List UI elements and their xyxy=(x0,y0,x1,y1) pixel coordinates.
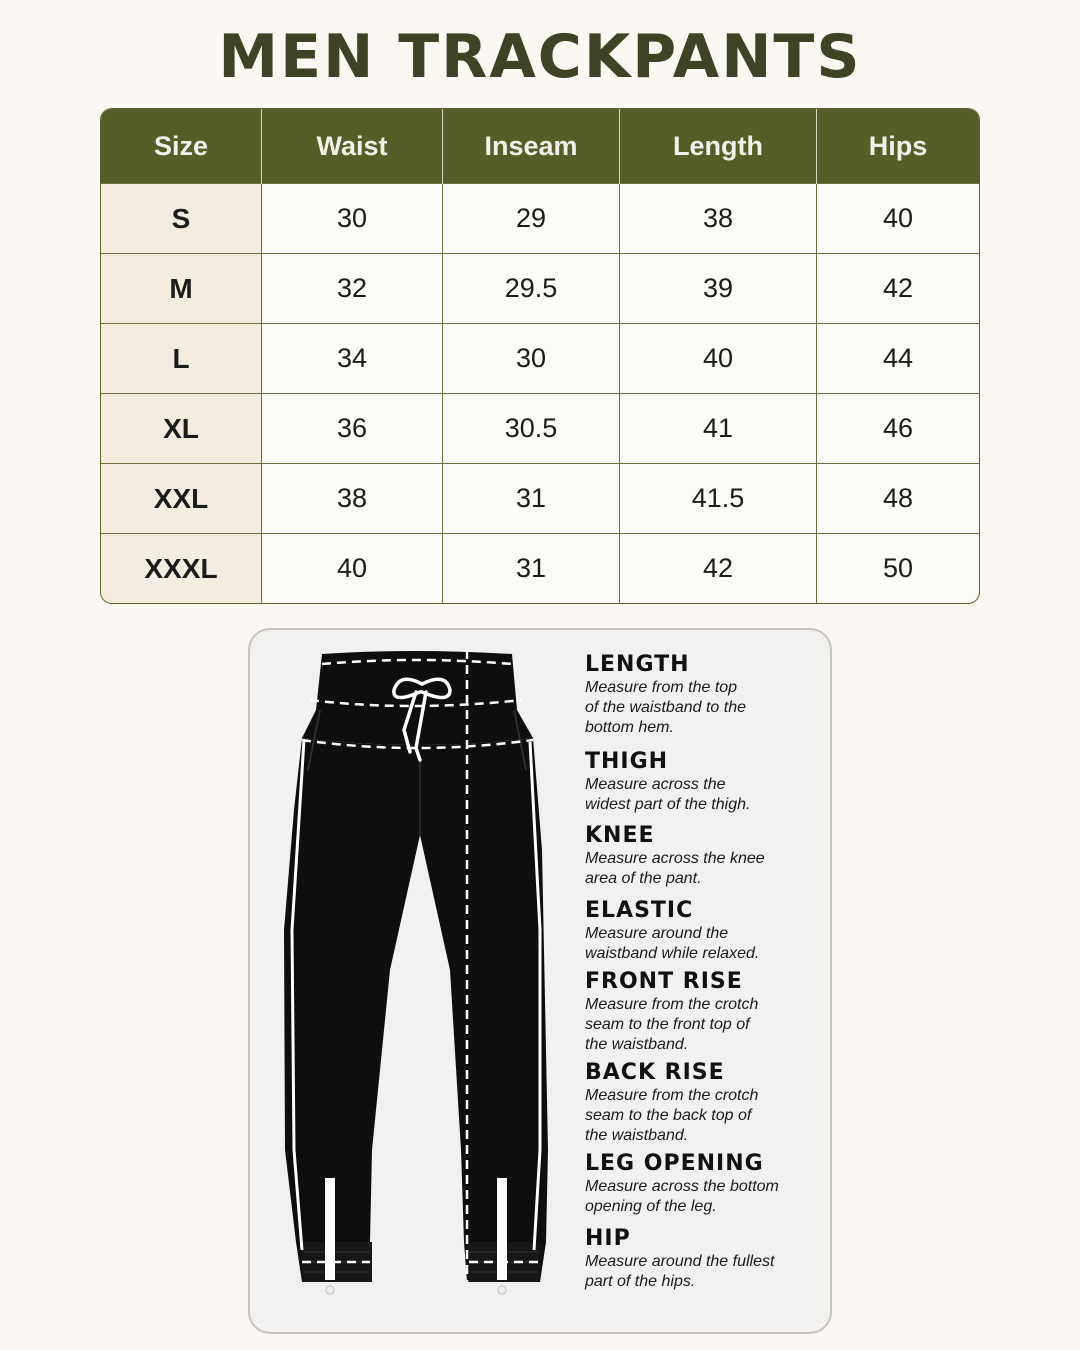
inseam-cell: 29.5 xyxy=(443,254,620,324)
guide-desc: Measure from the crotch seam to the back top of the waistband. xyxy=(585,1087,759,1144)
length-cell: 41 xyxy=(620,394,817,464)
guide-heading: ELASTIC xyxy=(585,898,694,923)
guide-heading: KNEE xyxy=(585,823,655,848)
size-chart-table xyxy=(100,108,980,604)
guide-desc: Measure around the waistband while relaxed. xyxy=(585,925,760,962)
guide-item-thigh xyxy=(585,749,825,815)
hips-cell: 50 xyxy=(817,534,980,603)
guide-desc: Measure across the widest part of the thigh. xyxy=(585,776,751,813)
header-hips: Hips xyxy=(817,109,980,184)
guide-desc: Measure around the fullest part of the hips. xyxy=(585,1253,775,1290)
guide-desc: Measure from the top of the waistband to the bottom hem. xyxy=(585,679,746,736)
page-title: MEN TRACKPANTS xyxy=(218,22,862,92)
inseam-cell: 31 xyxy=(443,534,620,603)
hips-cell: 46 xyxy=(817,394,980,464)
header-length: Length xyxy=(620,109,817,184)
header-size: Size xyxy=(101,109,262,184)
header-waist: Waist xyxy=(262,109,443,184)
size-cell: L xyxy=(101,324,262,394)
table-row xyxy=(101,184,979,254)
table-row xyxy=(101,394,979,464)
guide-desc: Measure across the knee area of the pant. xyxy=(585,850,765,887)
guide-heading: HIP xyxy=(585,1226,631,1251)
hips-cell: 42 xyxy=(817,254,980,324)
guide-item-leg-opening xyxy=(585,1151,825,1217)
table-header-row xyxy=(101,109,979,184)
size-cell: XXL xyxy=(101,464,262,534)
left-zipper-shape xyxy=(325,1178,335,1280)
guide-item-length xyxy=(585,652,825,738)
guide-item-front-rise xyxy=(585,969,825,1055)
guide-item-knee xyxy=(585,823,825,889)
length-cell: 41.5 xyxy=(620,464,817,534)
size-cell: M xyxy=(101,254,262,324)
pants-body-shape xyxy=(284,738,548,1282)
size-cell: XL xyxy=(101,394,262,464)
waist-cell: 36 xyxy=(262,394,443,464)
guide-heading: FRONT RISE xyxy=(585,969,743,994)
length-cell: 40 xyxy=(620,324,817,394)
guide-item-elastic xyxy=(585,898,825,964)
table-row xyxy=(101,324,979,394)
measurement-guide-panel xyxy=(248,628,832,1334)
hips-cell: 48 xyxy=(817,464,980,534)
inseam-cell: 30.5 xyxy=(443,394,620,464)
length-cell: 39 xyxy=(620,254,817,324)
guide-heading: THIGH xyxy=(585,749,669,774)
length-cell: 38 xyxy=(620,184,817,254)
hips-cell: 40 xyxy=(817,184,980,254)
table-row xyxy=(101,534,979,603)
waist-cell: 32 xyxy=(262,254,443,324)
inseam-cell: 31 xyxy=(443,464,620,534)
length-cell: 42 xyxy=(620,534,817,603)
guide-desc: Measure across the bottom opening of the leg. xyxy=(585,1178,779,1215)
header-inseam: Inseam xyxy=(443,109,620,184)
guide-desc: Measure from the crotch seam to the front top of the waistband. xyxy=(585,996,759,1053)
inseam-cell: 30 xyxy=(443,324,620,394)
waist-cell: 40 xyxy=(262,534,443,603)
waist-cell: 30 xyxy=(262,184,443,254)
inseam-cell: 29 xyxy=(443,184,620,254)
guide-heading: BACK RISE xyxy=(585,1060,725,1085)
right-zipper-shape xyxy=(497,1178,507,1280)
trackpants-illustration xyxy=(250,630,580,1332)
guide-item-back-rise xyxy=(585,1060,825,1146)
waist-cell: 34 xyxy=(262,324,443,394)
guide-heading: LEG OPENING xyxy=(585,1151,764,1176)
waist-cell: 38 xyxy=(262,464,443,534)
hips-cell: 44 xyxy=(817,324,980,394)
guide-item-hip xyxy=(585,1226,825,1292)
size-cell: S xyxy=(101,184,262,254)
size-cell: XXXL xyxy=(101,534,262,603)
table-row xyxy=(101,254,979,324)
table-row xyxy=(101,464,979,534)
guide-heading: LENGTH xyxy=(585,652,690,677)
